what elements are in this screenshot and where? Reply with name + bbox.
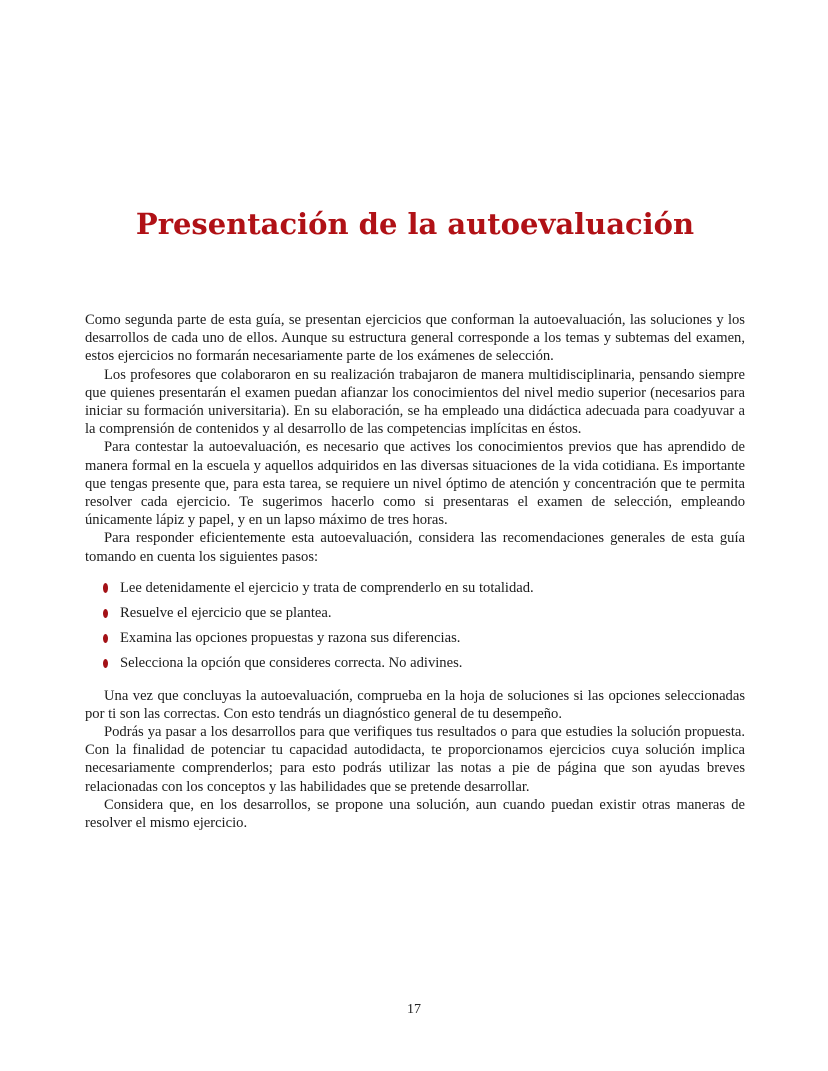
page-title: Presentación de la autoevaluación [135,207,695,241]
bullet-icon [103,609,108,619]
list-item [120,604,745,622]
list-item-text: Examina las opciones propuestas y razona sus diferencias. [120,630,461,647]
paragraph: Como segunda parte de esta guía, se presentan ejercicios que conforman la autoevaluación, las soluciones y los desarrollos de cada uno de ellos. Aunque su estructura general corresponde a los temas y subtemas del examen, estos ejercicios no formarán necesariamente parte de los exámenes de selección. [85,312,745,365]
paragraph: Los profesores que colaboraron en su realización trabajaron de manera multidisciplinaria, pensando siempre que quienes presentarán el examen puedan afianzar los conocimientos del nivel medio superior (necesarios para iniciar su formación universitaria). En su elaboración, se ha empleado una didáctica adecuada para coadyuvar a la comprensión de contenidos y al desarrollo de las competencias implícitas en éstos. [85,366,745,438]
bullet-icon [103,659,108,669]
paragraph: Para responder eficientemente esta autoevaluación, considera las recomendaciones generales de esta guía tomando en cuenta los siguientes pasos: [85,530,745,565]
bullet-icon [103,634,108,644]
paragraph: Considera que, en los desarrollos, se propone una solución, aun cuando puedan existir otras maneras de resolver el mismo ejercicio. [85,796,745,832]
steps-list [85,579,745,673]
list-item-text: Selecciona la opción que consideres correcta. No adivines. [120,655,463,672]
list-item-text: Lee detenidamente el ejercicio y trata de comprenderlo en su totalidad. [120,579,534,596]
page-number: 17 [407,1002,421,1017]
body-text-column [85,311,745,832]
paragraph: Podrás ya pasar a los desarrollos para que verifiques tus resultados o para que estudies la solución propuesta. Con la finalidad de potenciar tu capacidad autodidacta, te proporcionamos ejercicios cuya solución implica necesariamente comprenderlos; para esto podrás utilizar las notas a pie de página que son ayudas breves relacionadas con los conceptos y las habilidades que se pretende desarrollar. [85,724,745,795]
list-item [120,629,745,647]
paragraph: Para contestar la autoevaluación, es necesario que actives los conocimientos previos que has aprendido de manera formal en la escuela y aquellos adquiridos en las diversas situaciones de la vida cotidiana. Es importante que tengas presente que, para esta tarea, se requiere un nivel óptimo de atención y concentración que te permita resolver cada ejercicio. Te sugerimos hacerlo como si presentaras el examen de selección, empleando únicamente lápiz y papel, y en un lapso máximo de tres horas. [85,439,745,529]
list-item [120,579,745,597]
bullet-icon [103,583,108,593]
list-item-text: Resuelve el ejercicio que se plantea. [120,605,332,622]
paragraph: Una vez que concluyas la autoevaluación, comprueba en la hoja de soluciones si las opciones seleccionadas por ti son las correctas. Con esto tendrás un diagnóstico general de tu desempeño. [85,687,745,722]
list-item [120,654,745,672]
